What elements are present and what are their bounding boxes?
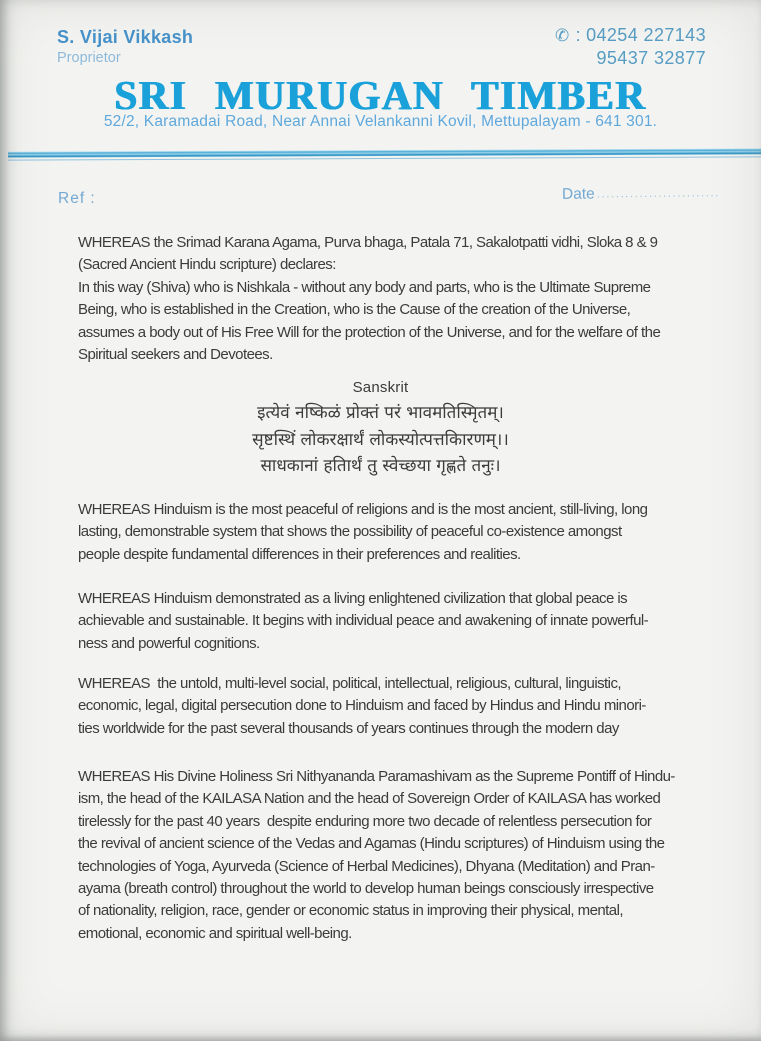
paragraph-whereas-holiness xyxy=(78,766,675,945)
paragraph-line: the revival of ancient science of the Vedas and Agamas (Hindu scriptures) of Hinduism using the xyxy=(78,835,665,853)
paragraph-whereas-persecution xyxy=(78,673,646,740)
sanskrit-line: साधकानां हतिार्थं तु स्वेच्छया गृह्णते तनुः। xyxy=(260,456,501,476)
paragraph-whereas-scripture xyxy=(78,232,660,366)
sanskrit-verse xyxy=(0,400,761,480)
paragraph-line: In this way (Shiva) who is Nishkala - without any body and parts, who is the Ultimate Supreme xyxy=(78,278,651,296)
paragraph-whereas-civilization xyxy=(78,588,648,655)
paragraph-line: Being, who is established in the Creation, who is the Cause of the creation of the Universe, xyxy=(78,301,631,319)
phone-colon: : xyxy=(575,25,582,45)
phone-number-1: 04254 227143 xyxy=(586,25,706,45)
paragraph-line: technologies of Yoga, Ayurveda (Science of Herbal Medicines), Dhyana (Meditation) and Pran- xyxy=(78,857,655,875)
scan-edge-shadow-bottom xyxy=(0,1035,761,1041)
sanskrit-heading: Sanskrit xyxy=(352,379,409,396)
paragraph-line: assumes a body out of His Free Will for the protection of the Universe, and for the welfare of the xyxy=(78,323,661,341)
paragraph-line: WHEREAS His Divine Holiness Sri Nithyananda Paramashivam as the Supreme Pontiff of Hindu- xyxy=(78,768,675,785)
proprietor-role: Proprietor xyxy=(57,50,121,66)
phone-block xyxy=(555,24,706,70)
date-dotted-line: .......................... xyxy=(596,185,720,201)
paragraph-line: WHEREAS the untold, multi-level social, political, intellectual, religious, cultural, linguistic, xyxy=(78,675,622,692)
paragraph-line: tirelessly for the past 40 years despite enduring more two decade of relentless persecution for xyxy=(78,812,652,830)
paragraph-line: lasting, demonstrable system that shows the possibility of peaceful co-existence amongst xyxy=(78,523,622,541)
paragraph-line: people despite fundamental differences in their preferences and realities. xyxy=(78,545,521,563)
paragraph-whereas-peaceful xyxy=(78,499,647,566)
phone-line-1 xyxy=(555,24,706,47)
paragraph-line: WHEREAS Hinduism is the most peaceful of religions and is the most ancient, still-living, long xyxy=(78,501,648,518)
telephone-icon: ✆ xyxy=(555,26,570,45)
company-name: SRI MURUGAN TIMBER xyxy=(114,72,647,118)
paragraph-line: ness and powerful cognitions. xyxy=(78,634,260,652)
paragraph-line: of nationality, religion, race, gender or economic status in improving their physical, mental, xyxy=(78,902,623,920)
header-divider xyxy=(8,148,761,160)
paragraph-line: ayama (breath control) throughout the world to develop human beings consciously irrespective xyxy=(78,880,654,898)
paragraph-line: ism, the head of the KAILASA Nation and the head of Sovereign Order of KAILASA has worked xyxy=(78,790,661,808)
sanskrit-line: सृष्टस्थिं लोकरक्षार्थं लोकस्योत्पत्तकिारणम्।। xyxy=(252,429,509,450)
ref-label: Ref : xyxy=(58,190,96,207)
proprietor-name: S. Vijai Vikkash xyxy=(57,27,194,47)
paragraph-line: ties worldwide for the past several thousands of years continues through the modern day xyxy=(78,719,619,737)
paragraph-line: emotional, economic and spiritual well-being. xyxy=(78,924,352,942)
paragraph-line: (Sacred Ancient Hindu scripture) declares: xyxy=(78,256,336,274)
sanskrit-block xyxy=(0,379,761,480)
paragraph-line: Spiritual seekers and Devotees. xyxy=(78,346,273,364)
phone-number-2: 95437 32877 xyxy=(596,48,706,68)
paragraph-line: WHEREAS Hinduism demonstrated as a living enlightened civilization that global peace is xyxy=(78,590,628,607)
paragraph-line: WHEREAS the Srimad Karana Agama, Purva bhaga, Patala 71, Sakalotpatti vidhi, Sloka 8 & 9 xyxy=(78,234,658,251)
date-field xyxy=(562,184,720,204)
sanskrit-line: इत्येवं नष्किळं प्रोक्तं परं भावमतिस्मिृतम्। xyxy=(257,403,504,423)
paragraph-line: economic, legal, digital persecution done to Hinduism and faced by Hindus and Hindu minori- xyxy=(78,697,646,715)
date-label: Date xyxy=(561,185,595,203)
company-address: 52/2, Karamadai Road, Near Annai Velankanni Kovil, Mettupalayam - 641 301. xyxy=(103,113,658,130)
paragraph-line: achievable and sustainable. It begins with individual peace and awakening of innate powerful- xyxy=(78,612,649,630)
